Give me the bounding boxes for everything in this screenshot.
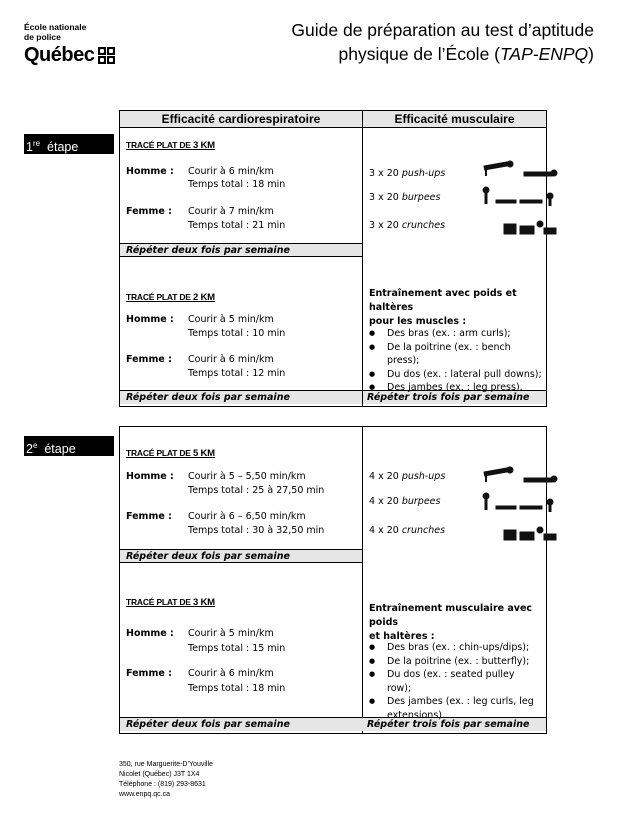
trace-title: TRACÉ PLAT DE 5 KM xyxy=(126,448,215,459)
homme-pace: Courir à 5 min/km xyxy=(188,314,274,325)
page-title: Guide de préparation au test d’aptitude physique de l’École (TAP-ENPQ) xyxy=(291,20,594,64)
muscle-header: Efficacité musculaire xyxy=(363,111,546,128)
list-item: ● Des jambes (ex. : leg press). xyxy=(369,381,546,395)
website-link[interactable]: www.enpq.qc.ca xyxy=(119,791,170,798)
repeat-note: Répéter deux fois par semaine Répéter trois fois par semaine xyxy=(120,390,546,404)
femme-pace: Courir à 6 min/km xyxy=(188,354,274,365)
homme-label: Homme : xyxy=(126,166,174,177)
exercise-illustration xyxy=(474,464,564,548)
logo-line-2: de police xyxy=(24,32,61,42)
exercise-burpees: 4 x 20 burpees xyxy=(369,496,441,507)
homme-pace: Courir à 5 – 5,50 min/km xyxy=(188,471,306,482)
trace-title: TRACÉ PLAT DE 3 KM xyxy=(126,597,215,608)
femme-time: Temps total : 12 min xyxy=(188,368,286,379)
homme-time: Temps total : 18 min xyxy=(188,179,286,190)
femme-time: Temps total : 21 min xyxy=(188,220,286,231)
footer-address: 350, rue Marguerite-D’Youville Nicolet (Québec) J3T 1X4 Téléphone : (819) 293-8631 www.enpq.qc.ca xyxy=(119,761,213,798)
exercise-pushups: 4 x 20 push-ups xyxy=(369,471,446,482)
stage-1-table xyxy=(119,110,547,407)
school-logo xyxy=(24,22,174,67)
repeat-note: Répéter deux fois par semaine xyxy=(120,549,362,563)
exercise-illustration xyxy=(474,158,564,242)
list-item: ● Des jambes (ex. : leg curls, leg extensions). xyxy=(369,695,539,722)
homme-time: Temps total : 10 min xyxy=(188,328,286,339)
weights-list xyxy=(369,641,539,722)
exercise-pushups: 3 x 20 push-ups xyxy=(369,168,446,179)
weights-title: Entraînement musculaire avec poids et haltères : xyxy=(369,603,533,642)
homme-label: Homme : xyxy=(126,471,174,482)
femme-label: Femme : xyxy=(126,354,172,365)
exercise-crunches: 4 x 20 crunches xyxy=(369,525,446,536)
list-item: ● Du dos (ex. : lateral pull downs); xyxy=(369,368,546,382)
stage-2-label: 2e étape xyxy=(24,436,114,456)
femme-time: Temps total : 30 à 32,50 min xyxy=(188,525,325,536)
homme-label: Homme : xyxy=(126,314,174,325)
homme-label: Homme : xyxy=(126,628,174,639)
weights-list xyxy=(369,327,546,395)
homme-time: Temps total : 25 à 27,50 min xyxy=(188,485,325,496)
cardio-header: Efficacité cardiorespiratoire xyxy=(120,111,362,128)
exercise-crunches: 3 x 20 crunches xyxy=(369,220,446,231)
repeat-note: Répéter deux fois par semaine xyxy=(120,243,362,257)
list-item: ● Des bras (ex. : chin-ups/dips); xyxy=(369,641,539,655)
weights-repeat-note: Répéter trois fois par semaine xyxy=(367,392,530,403)
repeat-note: Répéter deux fois par semaine Répéter trois fois par semaine xyxy=(120,717,546,731)
femme-time: Temps total : 18 min xyxy=(188,683,286,694)
femme-pace: Courir à 6 min/km xyxy=(188,668,274,679)
stage-1-label: 1re étape xyxy=(24,134,114,154)
list-item: ● Des bras (ex. : arm curls); xyxy=(369,327,546,341)
femme-pace: Courir à 6 – 6,50 min/km xyxy=(188,511,306,522)
list-item: ● De la poitrine (ex. : butterfly); xyxy=(369,655,539,669)
list-item: ● De la poitrine (ex. : bench press); xyxy=(369,341,546,368)
weights-title: Entraînement avec poids et haltères pour les muscles : xyxy=(369,288,517,327)
logo-line-1: École nationale xyxy=(24,22,87,32)
list-item: ● Du dos (ex. : seated pulley row); xyxy=(369,668,539,695)
femme-pace: Courir à 7 min/km xyxy=(188,206,274,217)
exercise-burpees: 3 x 20 burpees xyxy=(369,192,441,203)
logo-quebec: Québec xyxy=(24,44,95,66)
trace-title: TRACÉ PLAT DE 2 KM xyxy=(126,292,215,303)
homme-pace: Courir à 6 min/km xyxy=(188,166,274,177)
fleurdelise-icon xyxy=(98,47,115,64)
femme-label: Femme : xyxy=(126,511,172,522)
trace-title: TRACÉ PLAT DE 3 KM xyxy=(126,140,215,151)
femme-label: Femme : xyxy=(126,668,172,679)
homme-pace: Courir à 5 min/km xyxy=(188,628,274,639)
weights-repeat-note: Répéter trois fois par semaine xyxy=(367,719,530,730)
homme-time: Temps total : 15 min xyxy=(188,643,286,654)
femme-label: Femme : xyxy=(126,206,172,217)
